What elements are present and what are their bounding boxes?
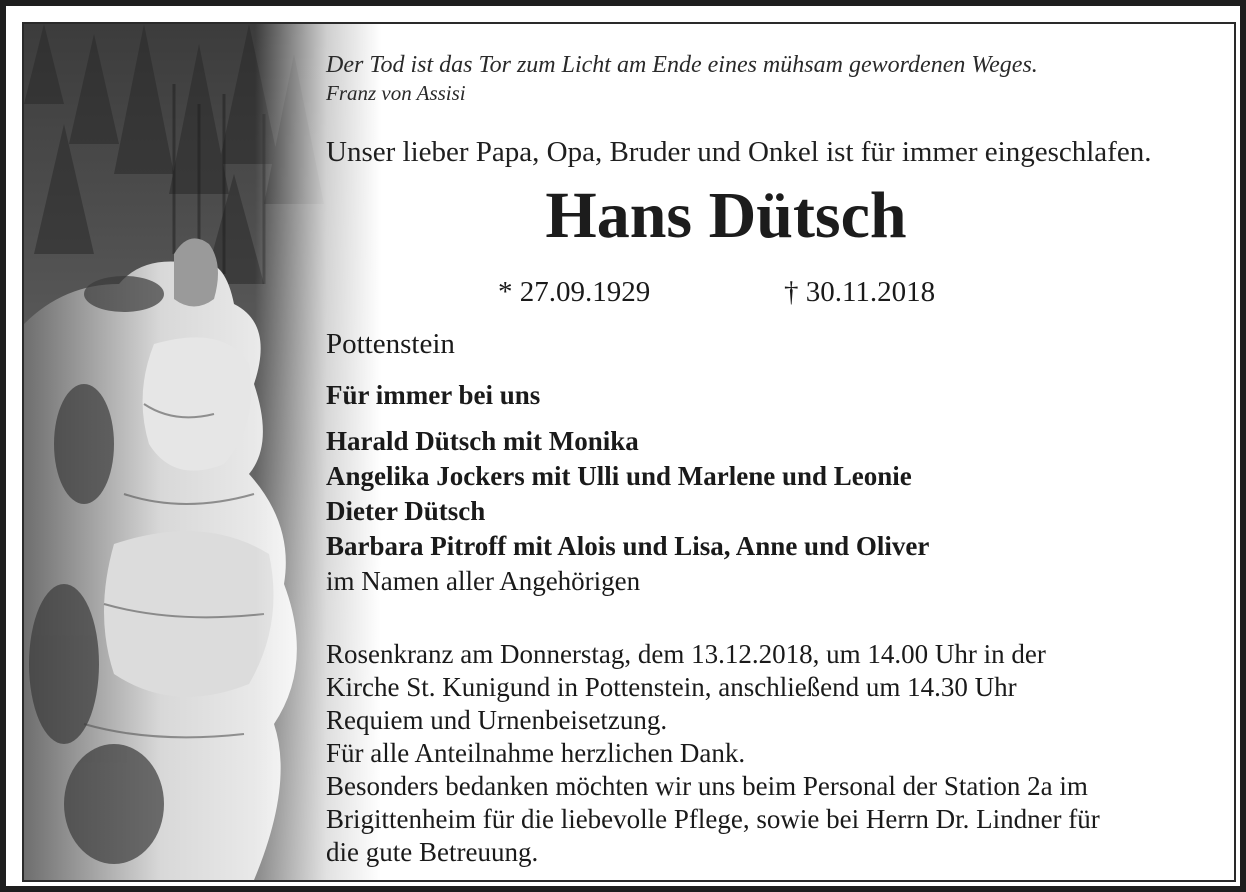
service-line: Besonders bedanken möchten wir uns beim Personal der Station 2a im <box>326 771 1088 801</box>
notice-frame <box>22 22 1236 882</box>
death-date: † 30.11.2018 <box>784 276 936 308</box>
family-member: Angelika Jockers mit Ulli und Marlene und Leonie <box>326 461 912 491</box>
forever-heading: Für immer bei uns <box>326 380 541 410</box>
service-line: Rosenkranz am Donnerstag, dem 13.12.2018, um 14.00 Uhr in der <box>326 639 1046 669</box>
on-behalf-line: im Namen aller Angehörigen <box>326 566 641 596</box>
quote-text: Der Tod ist das Tor zum Licht am Ende eines mühsam gewordenen Weges. <box>326 52 1038 78</box>
notice-text <box>326 24 1226 880</box>
family-list <box>326 424 929 599</box>
service-line: Requiem und Urnenbeisetzung. <box>326 705 668 735</box>
birth-date: * 27.09.1929 <box>498 276 651 308</box>
quote-block <box>326 50 1038 106</box>
quote-author: Franz von Assisi <box>326 81 466 105</box>
service-line: Für alle Anteilnahme herzlichen Dank. <box>326 738 746 768</box>
intro-text: Unser lieber Papa, Opa, Bruder und Onkel ist für immer eingeschlafen. <box>326 136 1152 168</box>
service-line: Brigittenheim für die liebevolle Pflege, sowie bei Herrn Dr. Lindner für <box>326 804 1100 834</box>
hometown: Pottenstein <box>326 328 455 360</box>
service-line: die gute Betreuung. <box>326 837 539 867</box>
family-member: Barbara Pitroff mit Alois und Lisa, Anne und Oliver <box>326 531 930 561</box>
service-details <box>326 638 1226 869</box>
family-member: Harald Dütsch mit Monika <box>326 426 639 456</box>
deceased-name: Hans Dütsch <box>545 179 907 252</box>
service-line: Kirche St. Kunigund in Pottenstein, anschließend um 14.30 Uhr <box>326 672 1017 702</box>
family-member: Dieter Dütsch <box>326 496 486 526</box>
